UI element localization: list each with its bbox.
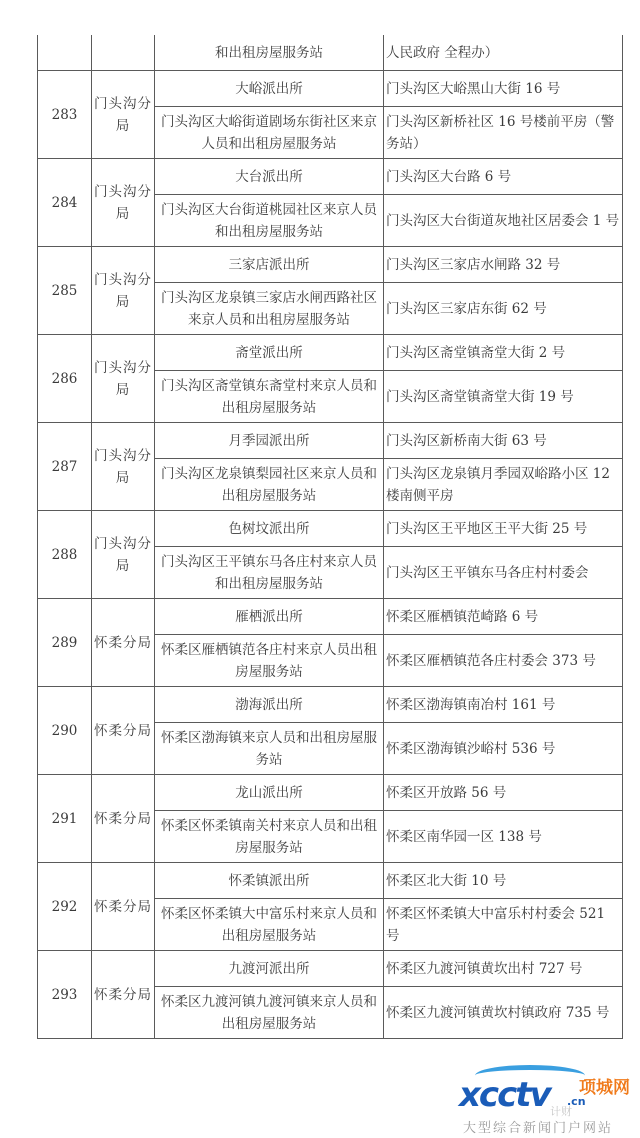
cell-service-station: 怀柔区九渡河镇九渡河镇来京人员和出租房屋服务站 [155, 987, 384, 1039]
table-row [38, 511, 623, 547]
table-row [38, 247, 623, 283]
cell-service-address: 门头沟区三家店东街 62 号 [384, 283, 623, 335]
cell-police-station: 大峪派出所 [155, 71, 384, 107]
cell-service-address: 怀柔区雁栖镇范各庄村委会 373 号 [384, 635, 623, 687]
cell-number: 286 [38, 335, 92, 423]
cell-number: 284 [38, 159, 92, 247]
cell-bureau: 门头沟分局 [92, 335, 155, 423]
cell-service-station-tail: 和出租房屋服务站 [155, 35, 384, 71]
cell-number: 285 [38, 247, 92, 335]
cell-bureau: 门头沟分局 [92, 511, 155, 599]
cell-service-station: 门头沟区大峪街道剧场东街社区来京人员和出租房屋服务站 [155, 107, 384, 159]
table-row [38, 423, 623, 459]
cell-number: 291 [38, 775, 92, 863]
cell-bureau: 怀柔分局 [92, 863, 155, 951]
cell-police-address: 门头沟区新桥南大街 63 号 [384, 423, 623, 459]
table-row [38, 951, 623, 987]
cell-number: 289 [38, 599, 92, 687]
cell-service-address: 门头沟区龙泉镇月季园双峪路小区 12 楼南侧平房 [384, 459, 623, 511]
cell-number: 287 [38, 423, 92, 511]
cell-service-address: 门头沟区新桥社区 16 号楼前平房（警务站） [384, 107, 623, 159]
cell-police-station: 龙山派出所 [155, 775, 384, 811]
cell-number: 283 [38, 71, 92, 159]
cell-police-station: 雁栖派出所 [155, 599, 384, 635]
cell-service-station: 门头沟区龙泉镇梨园社区来京人员和出租房屋服务站 [155, 459, 384, 511]
cell-police-station: 九渡河派出所 [155, 951, 384, 987]
cell-service-address: 怀柔区渤海镇沙峪村 536 号 [384, 723, 623, 775]
cell-police-address: 门头沟区王平地区王平大街 25 号 [384, 511, 623, 547]
cell-police-address: 门头沟区斋堂镇斋堂大街 2 号 [384, 335, 623, 371]
cell-police-address: 怀柔区北大街 10 号 [384, 863, 623, 899]
cell-number [38, 35, 92, 71]
cell-police-address: 怀柔区雁栖镇范崎路 6 号 [384, 599, 623, 635]
cell-police-address: 怀柔区九渡河镇黄坎出村 727 号 [384, 951, 623, 987]
cell-service-address: 门头沟区斋堂镇斋堂大街 19 号 [384, 371, 623, 423]
cell-police-address: 怀柔区渤海镇南冶村 161 号 [384, 687, 623, 723]
cell-number: 290 [38, 687, 92, 775]
cell-police-station: 斋堂派出所 [155, 335, 384, 371]
logo-brand-name: 项城网 [579, 1078, 630, 1098]
watermark-logo [455, 1065, 640, 1138]
continuation-row [38, 35, 623, 71]
cell-service-station: 门头沟区大台街道桃园社区来京人员和出租房屋服务站 [155, 195, 384, 247]
table-row [38, 159, 623, 195]
faint-overlay-text: 计财 [550, 1105, 572, 1118]
cell-service-address: 门头沟区王平镇东马各庄村村委会 [384, 547, 623, 599]
cell-service-station: 怀柔区渤海镇来京人员和出租房屋服务站 [155, 723, 384, 775]
cell-number: 293 [38, 951, 92, 1039]
cell-bureau: 怀柔分局 [92, 775, 155, 863]
cell-police-station: 三家店派出所 [155, 247, 384, 283]
police-station-table [37, 35, 623, 1039]
cell-police-address: 门头沟区大台路 6 号 [384, 159, 623, 195]
table-row [38, 71, 623, 107]
cell-bureau: 门头沟分局 [92, 159, 155, 247]
cell-service-address: 怀柔区九渡河镇黄坎村镇政府 735 号 [384, 987, 623, 1039]
cell-bureau: 门头沟分局 [92, 71, 155, 159]
table-row [38, 775, 623, 811]
cell-service-station: 门头沟区王平镇东马各庄村来京人员和出租房屋服务站 [155, 547, 384, 599]
table-row [38, 687, 623, 723]
logo-domain-suffix: .cn [567, 1095, 586, 1108]
cell-bureau: 怀柔分局 [92, 951, 155, 1039]
table-row [38, 335, 623, 371]
cell-number: 292 [38, 863, 92, 951]
cell-bureau [92, 35, 155, 71]
cell-service-address: 怀柔区南华园一区 138 号 [384, 811, 623, 863]
cell-police-station: 色树坟派出所 [155, 511, 384, 547]
table-row [38, 863, 623, 899]
cell-police-address: 门头沟区大峪黑山大街 16 号 [384, 71, 623, 107]
cell-bureau: 怀柔分局 [92, 599, 155, 687]
cell-police-station: 渤海派出所 [155, 687, 384, 723]
cell-service-address: 怀柔区怀柔镇大中富乐村村委会 521 号 [384, 899, 623, 951]
cell-bureau: 门头沟分局 [92, 423, 155, 511]
cell-police-station: 怀柔镇派出所 [155, 863, 384, 899]
cell-police-address: 怀柔区开放路 56 号 [384, 775, 623, 811]
logo-tagline: 大型综合新闻门户网站 [463, 1121, 614, 1136]
cell-police-station: 大台派出所 [155, 159, 384, 195]
table-row [38, 599, 623, 635]
logo-wordmark: xcctv [459, 1075, 550, 1115]
cell-bureau: 怀柔分局 [92, 687, 155, 775]
cell-service-station: 怀柔区雁栖镇范各庄村来京人员出租房屋服务站 [155, 635, 384, 687]
cell-service-station: 门头沟区龙泉镇三家店水闸西路社区来京人员和出租房屋服务站 [155, 283, 384, 335]
cell-police-station: 月季园派出所 [155, 423, 384, 459]
cell-police-address: 门头沟区三家店水闸路 32 号 [384, 247, 623, 283]
cell-number: 288 [38, 511, 92, 599]
cell-service-address: 门头沟区大台街道灰地社区居委会 1 号 [384, 195, 623, 247]
cell-address-tail: 人民政府 全程办） [384, 35, 623, 71]
cell-service-station: 怀柔区怀柔镇南关村来京人员和出租房屋服务站 [155, 811, 384, 863]
cell-bureau: 门头沟分局 [92, 247, 155, 335]
cell-service-station: 门头沟区斋堂镇东斋堂村来京人员和出租房屋服务站 [155, 371, 384, 423]
cell-service-station: 怀柔区怀柔镇大中富乐村来京人员和出租房屋服务站 [155, 899, 384, 951]
